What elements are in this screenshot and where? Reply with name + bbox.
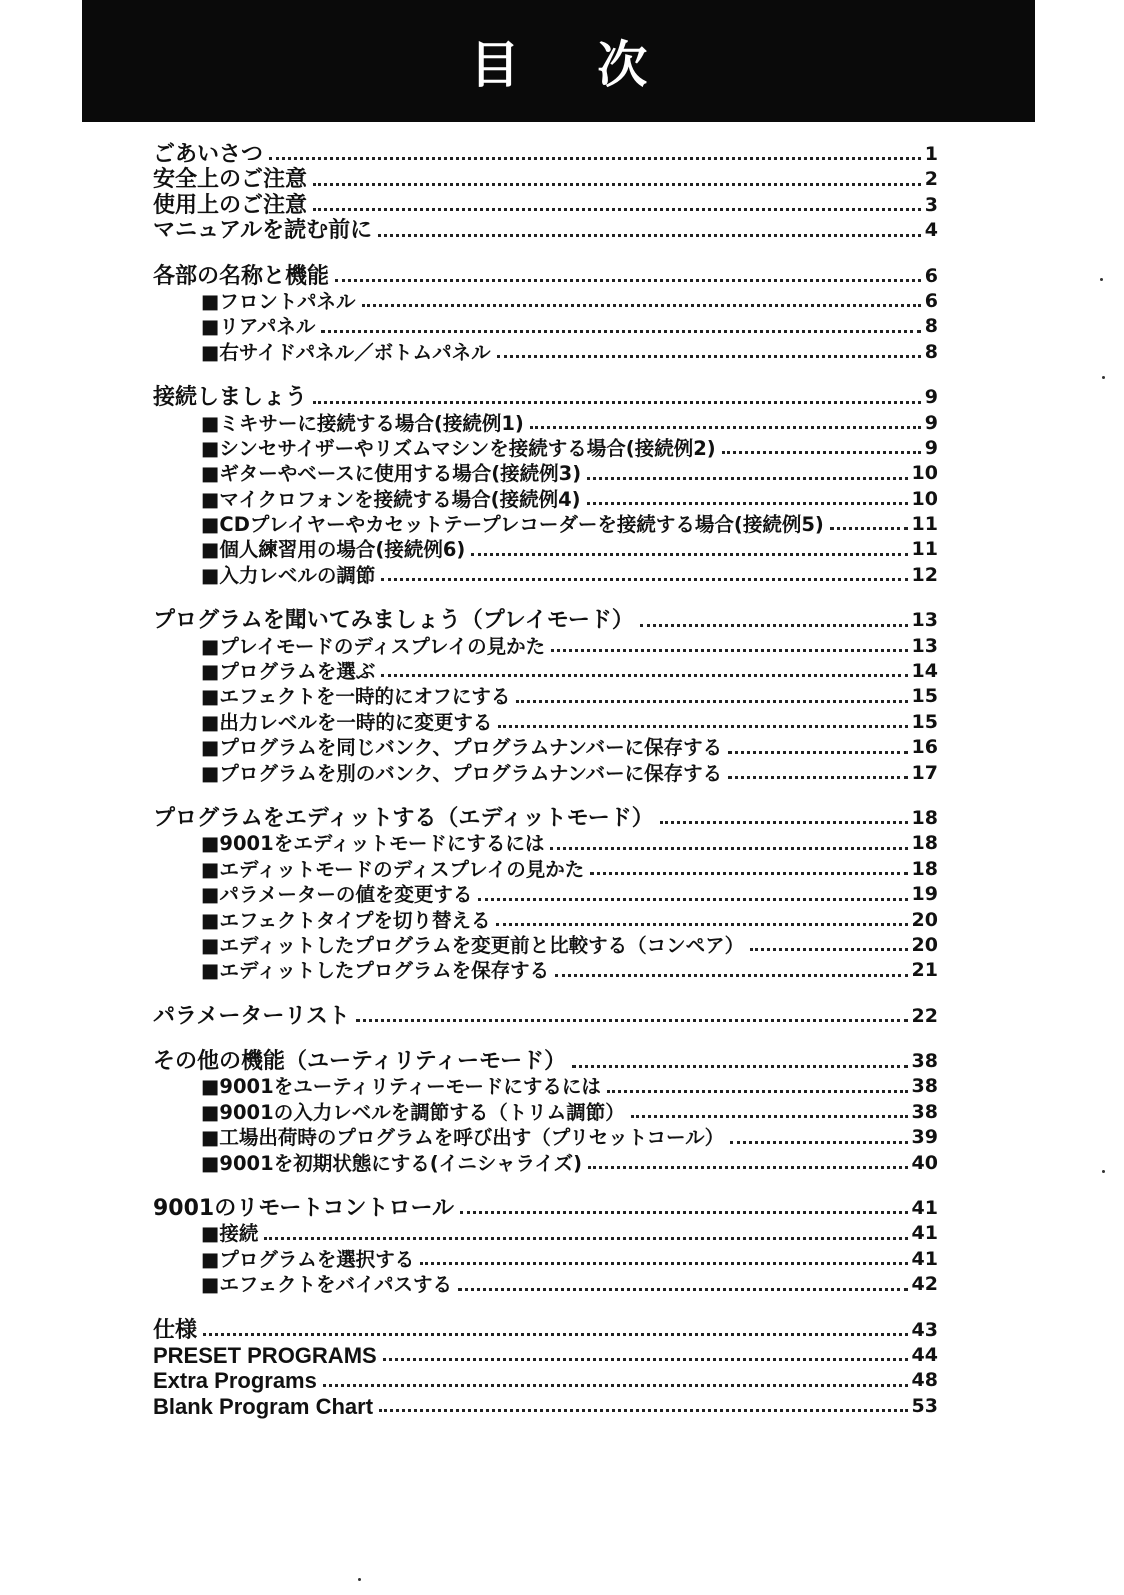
scan-speck [1102, 1170, 1105, 1173]
toc-subentry [153, 1221, 938, 1246]
toc-entry [153, 1343, 938, 1368]
toc-section [153, 1318, 938, 1420]
dot-leader [321, 330, 920, 333]
toc-entry [153, 1368, 938, 1393]
dot-leader [313, 208, 921, 211]
dot-leader [722, 451, 921, 454]
toc-page-number: 15 [911, 685, 938, 708]
toc-subentry [153, 933, 938, 958]
toc-entry-label: ■エディットモードのディスプレイの見かた [201, 857, 585, 881]
dot-leader [607, 1090, 908, 1093]
toc-entry-label: ■プログラムを別のバンク、プログラムナンバーに保存する [201, 761, 723, 785]
toc-entry-label: 仕様 [153, 1317, 198, 1343]
toc-page-number: 38 [911, 1050, 938, 1073]
dot-leader [269, 157, 921, 160]
dot-leader [420, 1262, 907, 1265]
dot-leader [640, 624, 908, 627]
dot-leader [460, 1211, 908, 1214]
toc-entry-label: PRESET PROGRAMS [153, 1343, 377, 1368]
dot-leader [516, 700, 907, 703]
toc-subentry [153, 882, 938, 907]
toc-page-number: 10 [911, 462, 938, 485]
toc-page-number: 16 [911, 736, 938, 759]
dot-leader [383, 1358, 908, 1361]
toc-page-number: 9 [924, 411, 938, 434]
dot-leader [588, 1166, 907, 1169]
toc-subentry [153, 1125, 938, 1150]
toc-page-number: 44 [911, 1344, 938, 1366]
dot-leader [587, 477, 907, 480]
toc-page-number: 42 [911, 1273, 938, 1296]
toc-subentry [153, 761, 938, 786]
toc-entry [153, 167, 938, 192]
page-title: 目 次 [469, 36, 678, 94]
toc-entry-label: ■パラメーターの値を変更する [201, 883, 473, 907]
toc-entry-label: Blank Program Chart [153, 1393, 374, 1419]
dot-leader [550, 847, 907, 850]
dot-leader [323, 1384, 908, 1387]
toc-section [153, 142, 938, 244]
toc-section [153, 806, 938, 984]
toc-page-number: 11 [911, 513, 938, 536]
toc-page-number: 41 [911, 1222, 938, 1245]
toc-page-number: 53 [911, 1394, 938, 1417]
toc-entry-label: ■プログラムを同じバンク、プログラムナンバーに保存する [201, 736, 723, 760]
dot-leader [264, 1237, 907, 1240]
dot-leader [478, 898, 907, 901]
toc-page-number: 11 [911, 538, 938, 561]
toc-entry-label: ■接続 [201, 1222, 259, 1246]
scan-speck [358, 1578, 361, 1581]
toc-entry [153, 193, 938, 218]
toc-page-number: 3 [924, 193, 938, 216]
toc-entry-label: 各部の名称と機能 [153, 263, 330, 289]
toc-subentry [153, 411, 938, 436]
toc-page-number: 9 [924, 386, 938, 409]
dot-leader [631, 1115, 908, 1118]
toc-subentry [153, 1075, 938, 1100]
scan-speck [1102, 376, 1105, 379]
toc-page-number: 13 [911, 609, 938, 632]
toc-entry-label: ■工場出荷時のプログラムを呼び出す（プリセットコール） [201, 1126, 725, 1150]
toc-entry-label: マニュアルを読む前に [153, 218, 373, 244]
toc-page-number: 17 [911, 761, 938, 784]
toc-subentry [153, 857, 938, 882]
dot-leader [498, 725, 907, 728]
toc-entry [153, 806, 938, 831]
dot-leader [530, 426, 921, 429]
toc-entry-label: パラメーターリスト [153, 1003, 350, 1029]
toc-entry-label: ■プログラムを選択する [201, 1247, 415, 1271]
dot-leader [496, 923, 907, 926]
toc-page-number: 43 [911, 1318, 938, 1341]
toc-page-number: 41 [911, 1247, 938, 1270]
dot-leader [730, 1141, 907, 1144]
toc-entry [153, 1196, 938, 1221]
toc-entry-label: ■ミキサーに接続する場合(接続例1) [201, 411, 524, 435]
toc-subentry [153, 634, 938, 659]
dot-leader [313, 183, 921, 186]
toc-section [153, 608, 938, 786]
toc-entry-label: ■マイクロフォンを接続する場合(接続例4) [201, 487, 581, 511]
toc-entry-label: その他の機能（ユーティリティーモード） [153, 1049, 567, 1075]
toc-entry-label: ■プレイモードのディスプレイの見かた [201, 634, 546, 658]
toc-section [153, 1004, 938, 1029]
toc-page-number: 20 [911, 933, 938, 956]
toc-subentry [153, 659, 938, 684]
dot-leader [203, 1333, 908, 1336]
toc-entry-label: プログラムを聞いてみましょう（プレイモード） [153, 608, 634, 634]
dot-leader [728, 776, 907, 779]
toc-subentry [153, 908, 938, 933]
dot-leader [313, 401, 921, 404]
toc-page-number: 19 [911, 883, 938, 906]
toc-entry-label: 安全上のご注意 [153, 167, 308, 193]
toc-entry-label: ■エディットしたプログラムを保存する [201, 959, 550, 983]
toc-entry [153, 264, 938, 289]
toc-entry-label: ■出力レベルを一時的に変更する [201, 710, 493, 734]
toc-subentry [153, 710, 938, 735]
toc-entry-label: ■個人練習用の場合(接続例6) [201, 538, 466, 562]
dot-leader [830, 527, 908, 530]
toc-page-number: 8 [924, 315, 938, 338]
toc-subentry [153, 1151, 938, 1176]
dot-leader [458, 1288, 907, 1291]
toc-entry [153, 1318, 938, 1343]
toc-page-number: 48 [911, 1369, 938, 1392]
toc-page-number: 2 [924, 168, 938, 191]
toc-section [153, 1049, 938, 1176]
toc-entry-label: ■エフェクトをバイパスする [201, 1273, 453, 1297]
table-of-contents [153, 142, 938, 1439]
toc-section [153, 264, 938, 366]
dot-leader [497, 355, 921, 358]
toc-entry [153, 142, 938, 167]
toc-entry-label: ■9001をエディットモードにするには [201, 832, 545, 856]
toc-entry-label: 使用上のご注意 [153, 192, 308, 218]
toc-page-number: 13 [911, 634, 938, 657]
dot-leader [587, 502, 908, 505]
toc-entry-label: ■エフェクトタイプを切り替える [201, 908, 491, 932]
toc-entry-label: ■リアパネル [201, 315, 316, 339]
dot-leader [381, 578, 907, 581]
dot-leader [378, 234, 921, 237]
toc-page-number: 6 [924, 289, 938, 312]
dot-leader [335, 279, 921, 282]
toc-page-number: 15 [911, 710, 938, 733]
toc-page-number: 18 [911, 806, 938, 829]
dot-leader [728, 751, 907, 754]
title-banner [82, 0, 1035, 122]
toc-page-number: 12 [911, 563, 938, 586]
toc-entry-label: 接続しましょう [153, 385, 308, 411]
toc-entry-label: ■プログラムを選ぶ [201, 660, 376, 684]
dot-leader [590, 872, 907, 875]
toc-page-number: 8 [924, 340, 938, 363]
toc-page-number: 4 [924, 219, 938, 242]
toc-page-number: 41 [911, 1197, 938, 1220]
toc-subentry [153, 461, 938, 486]
toc-entry-label: ごあいさつ [153, 141, 264, 167]
toc-page-number: 40 [911, 1151, 938, 1174]
toc-page-number: 1 [924, 142, 938, 165]
toc-page-number: 6 [924, 264, 938, 287]
toc-entry-label: ■エフェクトを一時的にオフにする [201, 685, 511, 709]
toc-section [153, 385, 938, 588]
toc-entry-label: ■9001を初期状態にする(イニシャライズ) [201, 1151, 583, 1175]
dot-leader [379, 1409, 907, 1412]
toc-entry-label: ■9001の入力レベルを調節する（トリム調節） [201, 1100, 625, 1124]
scan-speck [1100, 278, 1103, 281]
toc-entry [153, 608, 938, 633]
toc-entry-label: ■右サイドパネル／ボトムパネル [201, 340, 491, 364]
toc-subentry [153, 289, 938, 314]
toc-page-number: 14 [911, 660, 938, 683]
dot-leader [660, 821, 908, 824]
toc-entry [153, 1004, 938, 1029]
toc-subentry [153, 1272, 938, 1297]
toc-entry-label: ■ギターやベースに使用する場合(接続例3) [201, 462, 582, 486]
toc-subentry [153, 831, 938, 856]
toc-page-number: 18 [911, 832, 938, 855]
dot-leader [356, 1019, 908, 1022]
toc-subentry [153, 684, 938, 709]
dot-leader [471, 553, 907, 556]
toc-subentry [153, 436, 938, 461]
toc-page-number: 10 [911, 487, 938, 510]
toc-page-number: 9 [924, 436, 938, 459]
toc-subentry [153, 563, 938, 588]
toc-page-number: 22 [911, 1004, 938, 1027]
toc-subentry [153, 1100, 938, 1125]
toc-entry-label: プログラムをエディットする（エディットモード） [153, 805, 654, 831]
toc-entry [153, 385, 938, 410]
dot-leader [555, 974, 907, 977]
toc-entry-label: ■シンセサイザーやリズムマシンを接続する場合(接続例2) [201, 436, 716, 460]
toc-entry-label: Extra Programs [153, 1368, 317, 1394]
dot-leader [362, 304, 921, 307]
dot-leader [750, 948, 907, 951]
toc-entry-label: ■入力レベルの調節 [201, 563, 376, 587]
dot-leader [381, 674, 907, 677]
toc-entry-label: ■フロントパネル [201, 289, 356, 313]
toc-page-number: 38 [911, 1075, 938, 1098]
toc-subentry [153, 512, 938, 537]
toc-subentry [153, 958, 938, 983]
dot-leader [551, 649, 907, 652]
toc-section [153, 1196, 938, 1298]
toc-entry [153, 1394, 938, 1419]
toc-page-number: 18 [911, 857, 938, 880]
toc-subentry [153, 735, 938, 760]
toc-page-number: 20 [911, 908, 938, 931]
toc-page-number: 21 [911, 959, 938, 982]
toc-subentry [153, 340, 938, 365]
dot-leader [572, 1065, 907, 1068]
toc-entry-label: ■エディットしたプログラムを変更前と比較する（コンペア） [201, 933, 745, 957]
toc-page-number: 38 [911, 1100, 938, 1123]
toc-entry-label: ■9001をユーティリティーモードにするには [201, 1075, 601, 1099]
toc-page-number: 39 [911, 1126, 938, 1149]
toc-subentry [153, 1247, 938, 1272]
toc-entry-label: ■CDプレイヤーやカセットテープレコーダーを接続する場合(接続例5) [201, 513, 824, 537]
toc-entry [153, 218, 938, 243]
toc-entry [153, 1049, 938, 1074]
toc-subentry [153, 314, 938, 339]
toc-subentry [153, 487, 938, 512]
toc-subentry [153, 537, 938, 562]
toc-entry-label: 9001のリモートコントロール [153, 1196, 455, 1222]
